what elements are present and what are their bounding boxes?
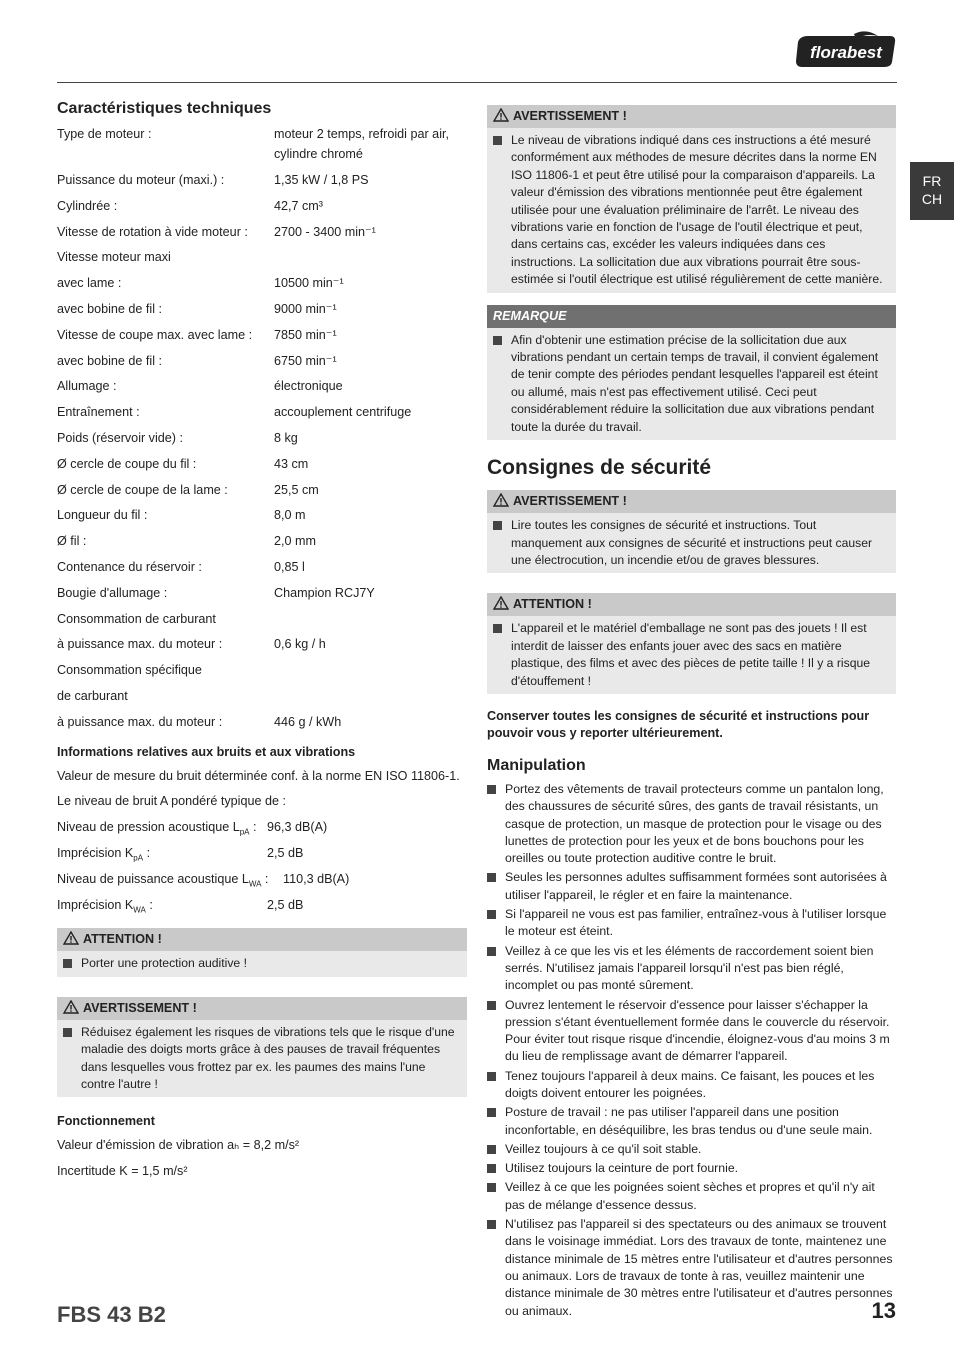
vibration-warning-box [487, 105, 896, 293]
spec-value: 8 kg [274, 430, 298, 445]
spec-label: avec bobine de fil : [57, 353, 163, 368]
warning-box [57, 997, 467, 1098]
manipulation-item [487, 1068, 896, 1103]
noise-row [57, 895, 467, 921]
spec-row [57, 273, 467, 299]
spec-label: avec bobine de fil : [57, 301, 163, 316]
vibration-line: Valeur d'émission de vibration aₕ = 8,2 m/s² [57, 1138, 300, 1153]
uncertainty-line: Incertitude K = 1,5 m/s² [57, 1164, 188, 1179]
bullet-square-icon [487, 1108, 496, 1117]
spec-value: 0,85 l [274, 559, 305, 574]
function-title: Fonctionnement [57, 1114, 155, 1129]
spec-row [57, 583, 467, 609]
attention-box [57, 928, 467, 976]
spec-label: Vitesse moteur maxi [57, 250, 171, 265]
manipulation-text: Ouvrez lentement le réservoir d'essence pour laisser s'échapper la pression s'étant éventuellement formée dans le couvercle du réservoir. Pour éviter tout risque risque d'incendie, éloignez-vous d'au moins 3 m du lieu de remplissage avant de démarrer l'appareil. [505, 997, 890, 1064]
spec-list [57, 124, 467, 738]
spec-row [57, 247, 467, 273]
manipulation-title: Manipulation [487, 756, 586, 774]
spec-value: 1,35 kW / 1,8 PS [274, 173, 369, 187]
bullet-square-icon [487, 947, 496, 956]
manipulation-text: Portez des vêtements de travail protecteurs comme un pantalon long, des chaussures de sécurité sûres, des gants de travail résistants, un casque de protection, un masque de protection pour le visage ou des lunettes de protection pour les yeux et de bons bouchons pour les oreilles ou toute protection auditive contre le bruit. [505, 781, 884, 866]
warning-triangle-icon [493, 493, 509, 507]
spec-label: Type de moteur : [57, 127, 152, 141]
noise-row [57, 869, 467, 895]
spec-label: Bougie d'allumage : [57, 585, 168, 600]
warning1-head: AVERTISSEMENT ! [513, 109, 627, 123]
spec-row [57, 124, 467, 170]
spec-row [57, 325, 467, 351]
remark-head: REMARQUE [487, 305, 896, 328]
spec-row [57, 196, 467, 222]
tech-specs-title: Caractéristiques techniques [57, 100, 272, 117]
noise-line: Le niveau de bruit A pondéré typique de : [57, 794, 286, 809]
spec-label: Consommation de carburant [57, 611, 216, 626]
safety-warning-box [487, 490, 896, 573]
spec-row [57, 222, 467, 248]
spec-row [57, 454, 467, 480]
spec-row [57, 480, 467, 506]
spec-value: 7850 min⁻¹ [274, 327, 337, 342]
noise-label: Imprécision $K_{WA}$ : [57, 897, 153, 915]
spec-label: de carburant [57, 688, 128, 703]
spec-row [57, 531, 467, 557]
spec-value: 0,6 kg / h [274, 637, 326, 652]
language-code-fr: FR [922, 173, 942, 189]
spec-label: Vitesse de rotation à vide moteur : [57, 224, 248, 239]
manipulation-item [487, 1216, 896, 1320]
remark-text: Afin d'obtenir une estimation précise de la sollicitation due aux vibrations pendant un certain temps de travail, il convient également de tenir compte des périodes pendant lesquelles l'appareil est éteint ou allumé, mais n'est pas effectivement utilisé. Ceci peut considérablement réduire la sollicitation due aux vibrations pendant toute la durée du travail. [511, 332, 879, 434]
manipulation-item [487, 906, 896, 941]
language-code-ch: CH [921, 191, 943, 207]
spec-label: avec lame : [57, 276, 122, 291]
noise-label: Imprécision $K_{pA}$ : [57, 845, 151, 863]
spec-label: Poids (réservoir vide) : [57, 430, 183, 445]
bullet-square-icon [487, 1145, 496, 1154]
noise-line: Valeur de mesure du bruit déterminée conf. à la norme EN ISO 11806-1. [57, 768, 460, 783]
spec-row [57, 660, 467, 686]
warning1-text: Le niveau de vibrations indiqué dans ces instructions a été mesuré conformément aux méthodes de mesure décrites dans la norme EN ISO 11806-1 et peut être utilisé pour la comparaison d'appareils. La valeur d'émission des vibrations mentionnée peut être également utilisée pour une évaluation préliminaire de l'arrêt. Le niveau des vibrations varie en fonction de l'usage de l'outil électrique et peut, dans certains cas, excéder les valeurs indiquées dans ces instructions. La sollicitation due aux vibrations pourrait être sous-estimée si l'outil électrique est utilisé régulièrement de cette manière. [511, 133, 883, 287]
noise-row [57, 817, 467, 843]
manipulation-text: Posture de travail : ne pas utiliser l'appareil dans une position inconfortable, en déséquilibre, les bras tendus ou d'une seule main. [505, 1105, 873, 1137]
manipulation-item [487, 1141, 896, 1158]
spec-value: 10500 min⁻¹ [274, 276, 344, 291]
spec-label: Consommation spécifique [57, 663, 202, 678]
spec-value: électronique [274, 379, 343, 394]
header-rule [57, 82, 897, 83]
spec-value: 6750 min⁻¹ [274, 353, 337, 368]
spec-row [57, 505, 467, 531]
noise-value: 110,3 dB(A) [283, 871, 350, 886]
remark-box [487, 305, 896, 440]
spec-value: Champion RCJ7Y [274, 585, 375, 600]
page-number: 13 [871, 1298, 896, 1323]
manipulation-text: N'utilisez pas l'appareil si des spectateurs ou des animaux se trouvent dans le voisinage immédiat. Lors des travaux de tonte, maintenez une distance minimale de 15 mètres entre l'utilisateur et d'autres personnes ou animaux. Lors de travaux de tonte à ras, veuillez maintenir une distance minimale de 30 mètres entre l'utilisateur et d'autres personnes ou animaux. [505, 1217, 893, 1318]
manipulation-text: Veillez toujours à ce qu'il soit stable. [505, 1141, 702, 1156]
language-tab [910, 162, 954, 220]
spec-value: 2700 - 3400 min⁻¹ [274, 224, 376, 239]
spec-row [57, 609, 467, 635]
warning2-head: AVERTISSEMENT ! [513, 494, 627, 509]
brand-text: florabest [810, 43, 882, 62]
warning-triangle-icon [63, 1000, 79, 1014]
spec-label: Ø fil : [57, 534, 87, 549]
spec-label: Longueur du fil : [57, 508, 148, 523]
spec-value: 9000 min⁻¹ [274, 301, 337, 316]
spec-value: 2,0 mm [274, 534, 316, 549]
manipulation-item [487, 1104, 896, 1139]
noise-title: Informations relatives aux bruits et aux vibrations [57, 744, 356, 759]
spec-label: Ø cercle de coupe du fil : [57, 456, 197, 471]
model-number: FBS 43 B2 [57, 1302, 166, 1327]
noise-value: 2,5 dB [267, 845, 304, 860]
spec-label: à puissance max. du moteur : [57, 714, 223, 729]
spec-row [57, 686, 467, 712]
warning-triangle-icon [63, 931, 79, 945]
bullet-square-icon [493, 336, 502, 345]
spec-row [57, 634, 467, 660]
bullet-square-icon [493, 521, 502, 530]
spec-value: 25,5 cm [274, 482, 319, 497]
spec-label: Cylindrée : [57, 198, 118, 213]
keep-instructions-note: Conserver toutes les consignes de sécurité et instructions pour pouvoir vous y reporter ultérieurement. [487, 708, 870, 741]
manipulation-item [487, 1160, 896, 1177]
spec-value: accouplement centrifuge [274, 405, 412, 420]
manipulation-item [487, 997, 896, 1066]
bullet-square-icon [487, 910, 496, 919]
noise-label: Niveau de pression acoustique $L_{pA}$ : [57, 820, 257, 837]
spec-value: 8,0 m [274, 508, 306, 523]
manipulation-text: Veillez à ce que les vis et les éléments de raccordement soient bien serrés. N'utilisez jamais l'appareil lorsqu'il n'est pas bien réglé, incomplet ou pas monté sûrement. [505, 943, 874, 993]
manipulation-item [487, 943, 896, 995]
noise-values [57, 817, 467, 920]
spec-label: à puissance max. du moteur : [57, 637, 223, 652]
spec-value: 446 g / kWh [274, 714, 342, 729]
attention-text: Porter une protection auditive ! [81, 956, 247, 971]
manipulation-item [487, 1179, 896, 1214]
bullet-square-icon [63, 1028, 72, 1037]
bullet-square-icon [487, 1220, 496, 1229]
spec-label: Ø cercle de coupe de la lame : [57, 482, 228, 497]
spec-value: 42,7 cm³ [274, 198, 323, 213]
spec-label: Vitesse de coupe max. avec lame : [57, 327, 253, 342]
manipulation-item [487, 869, 896, 904]
right-column [487, 105, 896, 1322]
attention2-text: L'appareil et le matériel d'emballage ne sont pas des jouets ! Il est interdit de laisser des enfants jouer avec des sacs en matière plastique, des films et avec des pièces de petite taille ! Il y a risque d'étouffement ! [511, 621, 871, 688]
warning-text: Réduisez également les risques de vibrations tels que le risque d'une maladie des doigts morts grâce à des pauses de travail fréquentes dans lesquelles vous frottez par ex. les paumes des mains l'une contre l'autre ! [81, 1024, 455, 1091]
spec-row [57, 402, 467, 428]
spec-row [57, 428, 467, 454]
bullet-square-icon [487, 1183, 496, 1192]
noise-value: 96,3 dB(A) [267, 820, 328, 835]
noise-row [57, 843, 467, 869]
noise-value: 2,5 dB [267, 897, 304, 912]
manipulation-text: Utilisez toujours la ceinture de port fournie. [505, 1161, 739, 1176]
bullet-square-icon [63, 959, 72, 968]
spec-value: 43 cm [274, 456, 309, 471]
bullet-square-icon [493, 136, 502, 145]
warning-triangle-icon [493, 596, 509, 610]
manipulation-item [487, 781, 896, 867]
spec-row [57, 376, 467, 402]
left-column [57, 100, 467, 1187]
spec-label: Contenance du réservoir : [57, 559, 202, 574]
spec-value: moteur 2 temps, refroidi par air, cylindre chromé [274, 127, 449, 161]
manipulation-text: Tenez toujours l'appareil à deux mains. Ce faisant, les pouces et les doigts doivent entourer les poignées. [505, 1068, 875, 1100]
bullet-square-icon [487, 1001, 496, 1010]
bullet-square-icon [493, 624, 502, 633]
manipulation-list [487, 781, 896, 1320]
spec-row [57, 170, 467, 196]
bullet-square-icon [487, 1072, 496, 1081]
spec-row [57, 712, 467, 738]
spec-label: Entraînement : [57, 405, 140, 420]
warning-triangle-icon [493, 108, 509, 122]
safety-title: Consignes de sécurité [487, 456, 712, 480]
spec-label: Puissance du moteur (maxi.) : [57, 173, 225, 187]
spec-row [57, 351, 467, 377]
spec-row [57, 557, 467, 583]
bullet-square-icon [487, 785, 496, 794]
attention-head: ATTENTION ! [83, 932, 162, 947]
warning2-text: Lire toutes les consignes de sécurité et instructions. Tout manquement aux consignes de sécurité et instructions peut causer une électrocution, un incendie et/ou de graves blessures. [511, 518, 873, 567]
spec-row [57, 299, 467, 325]
florabest-logo [794, 30, 898, 70]
manipulation-text: Seules les personnes adultes suffisamment formées sont autorisées à utiliser l'appareil, le régler et en faire la maintenance. [505, 870, 887, 902]
attention2-head: ATTENTION ! [513, 597, 592, 612]
safety-attention-box [487, 593, 896, 694]
warning-head: AVERTISSEMENT ! [83, 1000, 197, 1015]
manipulation-text: Si l'appareil ne vous est pas familier, entraînez-vous à l'utiliser lorsque le moteur est éteint. [505, 907, 887, 939]
spec-label: Allumage : [57, 379, 117, 394]
noise-label: Niveau de puissance acoustique $L_{WA}$ : [57, 871, 269, 889]
manipulation-text: Veillez à ce que les poignées soient sèches et propres et qu'il n'y ait pas de mélange d'essence dessus. [505, 1180, 875, 1212]
bullet-square-icon [487, 873, 496, 882]
bullet-square-icon [487, 1164, 496, 1173]
